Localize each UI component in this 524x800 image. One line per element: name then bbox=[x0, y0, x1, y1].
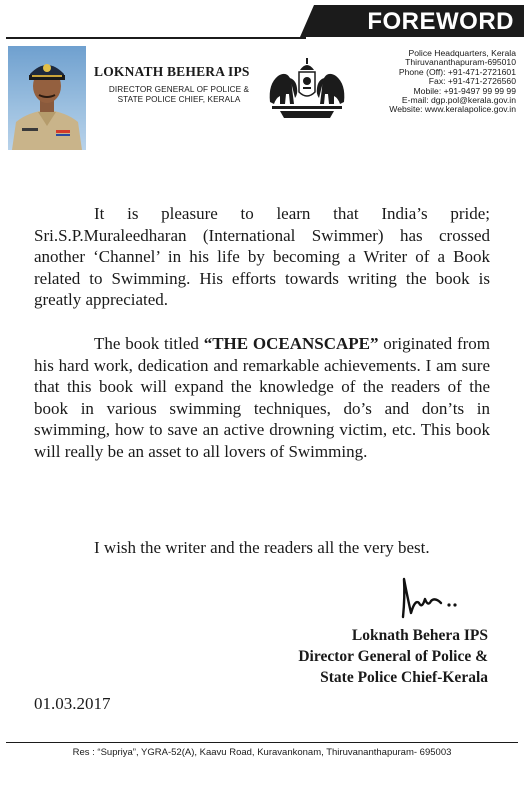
contact-details bbox=[356, 49, 516, 115]
para2-rest: originated from his hard work, dedication and remarkable achievements. I am sure that this book will expand the knowledge of the readers of the book in various swimming techniques, do’s and don’ts in swimming, how to save an active drowning victim, etc. This book will really be an asset to all lovers of Swimming. bbox=[34, 334, 490, 461]
header-divider bbox=[6, 37, 306, 39]
officer-photo bbox=[8, 46, 86, 150]
contact-website: Website: www.keralapolice.gov.in bbox=[389, 104, 516, 115]
officer-designation-line2: STATE POLICE CHIEF, KERALA bbox=[117, 95, 241, 104]
signatory-title-line1: Director General of Police & bbox=[298, 648, 488, 665]
signature-image bbox=[395, 573, 465, 621]
contact-city: Thiruvananthapuram-695010 bbox=[405, 57, 516, 68]
body-paragraph-2 bbox=[34, 333, 490, 463]
para2-lead: The book titled bbox=[94, 334, 204, 353]
banner-title: FOREWORD bbox=[367, 8, 514, 35]
footer-address: Res : “Supriya”, YGRA-52(A), Kaavu Road, Kuravankonam, Thiruvananthapuram- 695003 bbox=[72, 747, 452, 758]
body-paragraph-1: It is pleasure to learn that India’s pride; Sri.S.P.Muraleedharan (International Swimmer) has crossed another ‘Channel’ in his life by becoming a Writer of a Book related to Swimming. His efforts towards writing the book is greatly appreciated. bbox=[34, 204, 490, 310]
contact-phone: Phone (Off): +91-471-2721601 bbox=[398, 66, 516, 77]
footer-divider bbox=[6, 742, 518, 743]
signatory-block bbox=[298, 625, 488, 688]
signatory-name: Loknath Behera IPS bbox=[351, 627, 488, 644]
body-paragraph-3: I wish the writer and the readers all the very best. bbox=[94, 538, 430, 557]
contact-mobile: Mobile: +91-9497 99 99 99 bbox=[413, 85, 516, 96]
contact-email: E-mail: dgp.pol@kerala.gov.in bbox=[401, 95, 516, 106]
contact-address: Police Headquarters, Kerala bbox=[408, 48, 516, 58]
officer-designation bbox=[94, 85, 264, 105]
book-title: “THE OCEANSCAPE” bbox=[203, 334, 379, 353]
officer-designation-line1: DIRECTOR GENERAL OF POLICE & bbox=[108, 85, 250, 94]
officer-name: LOKNATH BEHERA IPS bbox=[94, 64, 250, 79]
contact-fax: Fax: +91-471-2726560 bbox=[428, 76, 516, 87]
signatory-title-line2: State Police Chief-Kerala bbox=[320, 669, 488, 686]
kerala-emblem-icon bbox=[266, 54, 348, 120]
letter-date: 01.03.2017 bbox=[34, 694, 111, 713]
